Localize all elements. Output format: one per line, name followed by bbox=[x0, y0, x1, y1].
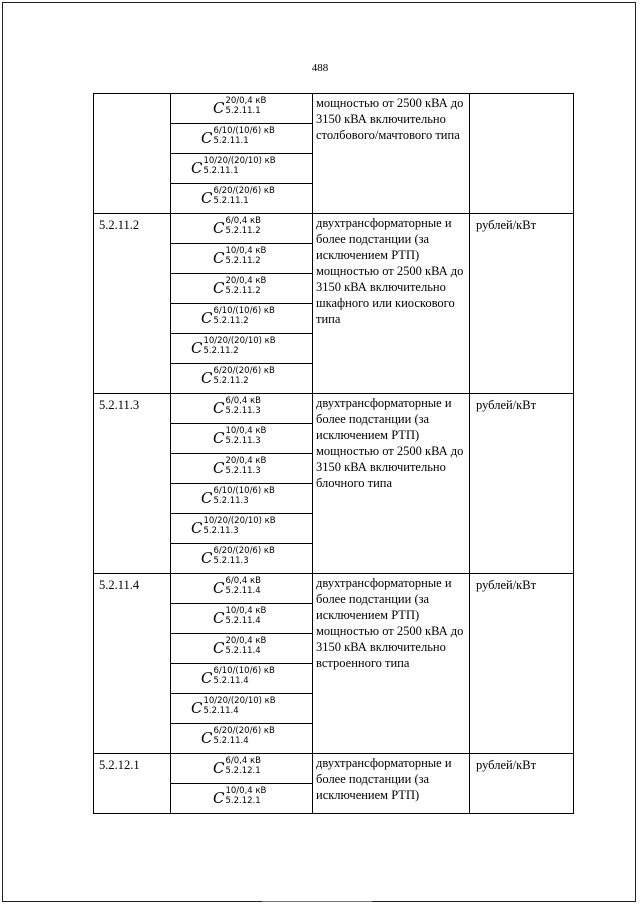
page-number: 488 bbox=[311, 62, 329, 74]
rate-symbol-superscript: 6/0,4 кВ bbox=[225, 216, 261, 226]
rate-symbol bbox=[171, 183, 312, 213]
item-code: 5.2.11.3 bbox=[99, 398, 140, 412]
rate-symbol-superscript: 6/0,4 кВ bbox=[225, 756, 261, 766]
rate-symbol-superscript: 6/20/(20/6) кВ bbox=[213, 366, 275, 376]
rate-symbol-subscript: 5.2.11.2 bbox=[225, 286, 261, 296]
rate-symbol-subscript: 5.2.12.1 bbox=[225, 766, 261, 776]
rate-symbol bbox=[171, 663, 312, 693]
rate-symbol-superscript: 6/0,4 кВ bbox=[225, 396, 261, 406]
rate-symbol-superscript: 10/0,4 кВ bbox=[225, 426, 267, 436]
rate-symbol-letter: C bbox=[201, 549, 213, 567]
code-cell bbox=[94, 574, 171, 754]
rate-symbol bbox=[171, 754, 312, 783]
rate-symbol-superscript: 6/10/(10/6) кВ bbox=[213, 306, 275, 316]
rate-symbol bbox=[171, 693, 312, 723]
rate-symbol bbox=[171, 513, 312, 543]
rate-symbol-superscript: 10/0,4 кВ bbox=[225, 246, 267, 256]
table-row bbox=[94, 394, 574, 574]
rate-symbol-superscript: 10/0,4 кВ bbox=[225, 786, 267, 796]
symbol-cell bbox=[171, 574, 313, 754]
scan-artifact-line bbox=[262, 901, 372, 902]
rate-symbol-subscript: 5.2.11.4 bbox=[225, 646, 261, 656]
rate-symbol-letter: C bbox=[201, 729, 213, 747]
rate-symbol-letter: C bbox=[213, 759, 225, 777]
rate-symbol-subscript: 5.2.11.1 bbox=[203, 166, 239, 176]
item-description: двухтрансформаторные и более подстанции (за исключением РТП) мощностью от 2500 кВА до 3150 кВА включительно шкафного или киоскового типа bbox=[316, 216, 464, 326]
rate-symbol-superscript: 20/0,4 кВ bbox=[225, 96, 267, 106]
rate-table bbox=[93, 93, 574, 814]
rate-symbol-letter: C bbox=[201, 489, 213, 507]
unit-cell bbox=[470, 574, 574, 754]
rate-symbol bbox=[171, 603, 312, 633]
unit-cell bbox=[470, 214, 574, 394]
rate-symbol-subscript: 5.2.11.4 bbox=[213, 676, 249, 686]
rate-symbol-letter: C bbox=[201, 309, 213, 327]
description-cell bbox=[313, 574, 470, 754]
rate-symbol-superscript: 10/20/(20/10) кВ bbox=[203, 336, 276, 346]
rate-symbol-superscript: 6/10/(10/6) кВ bbox=[213, 126, 275, 136]
rate-symbol bbox=[171, 333, 312, 363]
description-cell bbox=[313, 754, 470, 814]
rate-symbol-letter: C bbox=[201, 129, 213, 147]
rate-symbol bbox=[171, 394, 312, 423]
rate-symbol-subscript: 5.2.11.2 bbox=[203, 346, 239, 356]
rate-symbol-letter: C bbox=[213, 249, 225, 267]
rate-symbol-letter: C bbox=[213, 789, 225, 807]
rate-symbol-superscript: 6/0,4 кВ bbox=[225, 576, 261, 586]
rate-symbol-letter: C bbox=[201, 189, 213, 207]
rate-symbol-superscript: 6/20/(20/6) кВ bbox=[213, 186, 275, 196]
rate-symbol bbox=[171, 363, 312, 393]
description-cell bbox=[313, 394, 470, 574]
rate-symbol-subscript: 5.2.11.3 bbox=[225, 436, 261, 446]
rate-symbol-superscript: 6/20/(20/6) кВ bbox=[213, 726, 275, 736]
rate-symbol-superscript: 20/0,4 кВ bbox=[225, 636, 267, 646]
item-code bbox=[94, 94, 170, 98]
item-unit: рублей/кВт bbox=[476, 758, 537, 772]
rate-symbol bbox=[171, 303, 312, 333]
rate-symbol-subscript: 5.2.11.4 bbox=[225, 586, 261, 596]
item-unit: рублей/кВт bbox=[476, 398, 537, 412]
rate-symbol-subscript: 5.2.12.1 bbox=[225, 796, 261, 806]
item-code: 5.2.11.2 bbox=[99, 218, 140, 232]
rate-symbol bbox=[171, 574, 312, 603]
rate-symbol bbox=[171, 453, 312, 483]
item-code: 5.2.11.4 bbox=[99, 578, 140, 592]
symbol-cell bbox=[171, 394, 313, 574]
rate-symbol-letter: C bbox=[201, 369, 213, 387]
rate-symbol bbox=[171, 633, 312, 663]
rate-symbol-subscript: 5.2.11.1 bbox=[225, 106, 261, 116]
rate-symbol-subscript: 5.2.11.1 bbox=[213, 196, 249, 206]
item-unit: рублей/кВт bbox=[476, 218, 537, 232]
rate-symbol bbox=[171, 423, 312, 453]
rate-symbol-letter: C bbox=[213, 609, 225, 627]
unit-cell bbox=[470, 94, 574, 214]
rate-symbol-superscript: 10/20/(20/10) кВ bbox=[203, 516, 276, 526]
item-description: двухтрансформаторные и более подстанции (за исключением РТП) мощностью от 2500 кВА до 3150 кВА включительно встроенного типа bbox=[316, 576, 464, 670]
rate-symbol-letter: C bbox=[213, 579, 225, 597]
table-row bbox=[94, 574, 574, 754]
rate-symbol-superscript: 6/20/(20/6) кВ bbox=[213, 546, 275, 556]
item-description: мощностью от 2500 кВА до 3150 кВА включительно столбового/мачтового типа bbox=[316, 96, 464, 142]
symbol-cell bbox=[171, 754, 313, 814]
rate-symbol-letter: C bbox=[213, 399, 225, 417]
rate-symbol bbox=[171, 543, 312, 573]
rate-symbol bbox=[171, 243, 312, 273]
rate-symbol-letter: C bbox=[191, 699, 203, 717]
code-cell bbox=[94, 394, 171, 574]
item-code: 5.2.12.1 bbox=[99, 758, 140, 772]
rate-symbol-letter: C bbox=[191, 339, 203, 357]
rate-symbol-superscript: 20/0,4 кВ bbox=[225, 456, 267, 466]
rate-symbol-superscript: 20/0,4 кВ bbox=[225, 276, 267, 286]
code-cell bbox=[94, 94, 171, 214]
rate-symbol-letter: C bbox=[213, 99, 225, 117]
rate-symbol-subscript: 5.2.11.3 bbox=[225, 466, 261, 476]
rate-symbol-subscript: 5.2.11.4 bbox=[213, 736, 249, 746]
rate-symbol-subscript: 5.2.11.3 bbox=[213, 496, 249, 506]
description-cell bbox=[313, 214, 470, 394]
rate-symbol-subscript: 5.2.11.3 bbox=[225, 406, 261, 416]
rate-symbol-letter: C bbox=[213, 459, 225, 477]
rate-symbol-subscript: 5.2.11.1 bbox=[213, 136, 249, 146]
rate-symbol-subscript: 5.2.11.2 bbox=[225, 256, 261, 266]
rate-symbol-subscript: 5.2.11.2 bbox=[225, 226, 261, 236]
unit-cell bbox=[470, 394, 574, 574]
rate-symbol bbox=[171, 783, 312, 813]
rate-symbol-superscript: 6/10/(10/6) кВ bbox=[213, 666, 275, 676]
rate-symbol bbox=[171, 214, 312, 243]
rate-symbol-letter: C bbox=[213, 639, 225, 657]
rate-symbol-superscript: 10/0,4 кВ bbox=[225, 606, 267, 616]
description-cell bbox=[313, 94, 470, 214]
rate-symbol bbox=[171, 273, 312, 303]
table-row bbox=[94, 94, 574, 214]
symbol-cell bbox=[171, 94, 313, 214]
item-unit bbox=[470, 94, 573, 98]
rate-symbol-subscript: 5.2.11.2 bbox=[213, 376, 249, 386]
rate-symbol bbox=[171, 123, 312, 153]
item-unit: рублей/кВт bbox=[476, 578, 537, 592]
rate-symbol-superscript: 6/10/(10/6) кВ bbox=[213, 486, 275, 496]
item-description: двухтрансформаторные и более подстанции (за исключением РТП) bbox=[316, 756, 452, 802]
rate-symbol bbox=[171, 153, 312, 183]
rate-symbol bbox=[171, 723, 312, 753]
rate-symbol-letter: C bbox=[191, 159, 203, 177]
rate-symbol-superscript: 10/20/(20/10) кВ bbox=[203, 156, 276, 166]
rate-symbol-subscript: 5.2.11.4 bbox=[203, 706, 239, 716]
rate-symbol-letter: C bbox=[191, 519, 203, 537]
rate-symbol-letter: C bbox=[213, 219, 225, 237]
table-row bbox=[94, 214, 574, 394]
rate-symbol-letter: C bbox=[213, 429, 225, 447]
unit-cell bbox=[470, 754, 574, 814]
rate-symbol-subscript: 5.2.11.3 bbox=[213, 556, 249, 566]
rate-symbol-letter: C bbox=[213, 279, 225, 297]
symbol-cell bbox=[171, 214, 313, 394]
table-row bbox=[94, 754, 574, 814]
rate-symbol bbox=[171, 94, 312, 123]
code-cell bbox=[94, 754, 171, 814]
item-description: двухтрансформаторные и более подстанции (за исключением РТП) мощностью от 2500 кВА до 3150 кВА включительно блочного типа bbox=[316, 396, 464, 490]
rate-symbol-superscript: 10/20/(20/10) кВ bbox=[203, 696, 276, 706]
rate-symbol-subscript: 5.2.11.4 bbox=[225, 616, 261, 626]
rate-symbol-letter: C bbox=[201, 669, 213, 687]
rate-symbol-subscript: 5.2.11.2 bbox=[213, 316, 249, 326]
rate-symbol bbox=[171, 483, 312, 513]
code-cell bbox=[94, 214, 171, 394]
rate-symbol-subscript: 5.2.11.3 bbox=[203, 526, 239, 536]
